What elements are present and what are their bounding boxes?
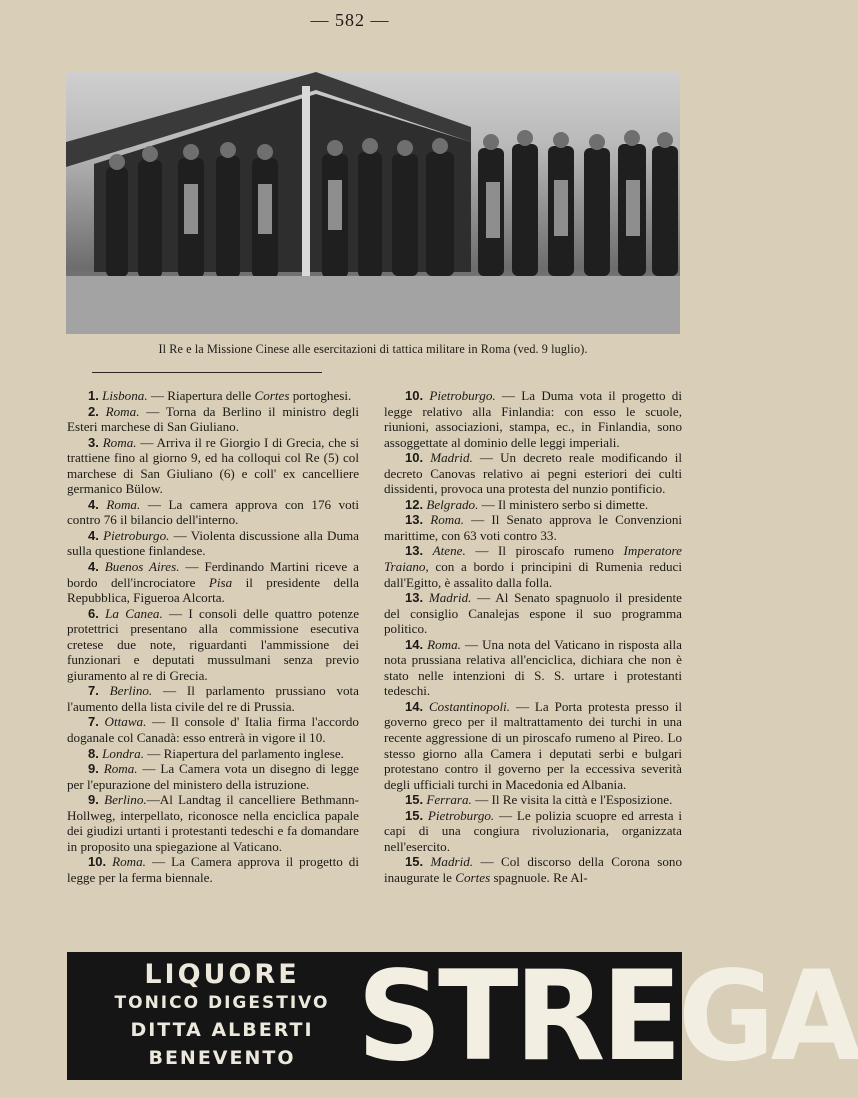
chronicle-entry (67, 404, 359, 435)
entry-day: 7. (88, 714, 99, 730)
chronicle-entry (67, 497, 359, 528)
page-number: — 582 — (310, 10, 390, 30)
chronicle-entry (384, 450, 682, 497)
entry-day: 7. (88, 683, 99, 699)
entry-text: — Un decreto reale modificando il decreto Canovas relativo ai pegni esteriori dei culti dissidenti, provoca una protesta del nunzio pontificio. (384, 450, 682, 497)
strega-advertisement (67, 943, 858, 1089)
entry-day: 15. (405, 807, 424, 823)
chronicle-entry (67, 761, 359, 792)
entry-text: — Riapertura del parlamento inglese. (143, 745, 344, 761)
entry-place: Madrid. (430, 450, 473, 466)
entry-place: Belgrado. (426, 496, 479, 512)
chronicle-entry (384, 854, 682, 885)
ad-brand-strega: STREGA (357, 943, 858, 1089)
entry-place: Ottawa. (104, 714, 147, 730)
entry-text: — La camera approva con 176 voti contro 76 il bilancio dell'interno. (67, 496, 359, 528)
entry-text: — Il parlamento prussiano vota l'aumento della lista civile del re di Prussia. (67, 683, 359, 714)
entry-text: — Al Senato spagnuolo il presidente del consiglio Canalejas espone il suo programma politico. (384, 590, 682, 637)
entry-place: Madrid. (430, 854, 474, 870)
entry-text: — Il ministero serbo si dimette. (478, 496, 649, 512)
entry-day: 9. (88, 792, 99, 808)
chronicle-entry (384, 497, 682, 513)
entry-text: — Una nota del Vaticano in risposta alla nota prussiana relativa all'enciclica, dichiara che non è stato nelle intenzioni di S. S. urtare i protestanti tedeschi. (384, 636, 682, 699)
chronicle-entry (67, 606, 359, 684)
ad-line-tonico: TONICO DIGESTIVO (114, 993, 330, 1013)
entry-place: Roma. (112, 854, 146, 870)
entry-place: Pietroburgo. (429, 388, 496, 403)
entry-place: Roma. (105, 403, 140, 419)
entry-italic-term: Pisa (208, 574, 233, 590)
entry-day: 13. (405, 590, 424, 606)
chronicle-entry (67, 528, 359, 559)
entry-place: Costantinopoli. (428, 698, 511, 714)
entry-day: 14. (405, 698, 424, 714)
ad-line-benevento: BENEVENTO (148, 1047, 296, 1069)
entry-place: Roma. (106, 496, 141, 512)
ad-line-ditta: DITTA ALBERTI (130, 1019, 314, 1041)
entry-place: Roma. (430, 512, 465, 528)
entry-text: — Violenta discussione alla Duma sulla questione finlandese. (67, 527, 359, 559)
ground (66, 276, 680, 334)
chronicle-entry (384, 543, 682, 590)
chronicle-entry (67, 388, 359, 404)
photo-king-chinese-mission (66, 72, 680, 334)
entry-day: 12. (405, 496, 424, 512)
entry-day: 1. (88, 388, 99, 403)
entry-text-tail: spagnuole. Re Al- (490, 869, 588, 885)
entry-text-tail: il presidente della Repubblica, Figueroa Alcorta. (67, 574, 359, 606)
entry-day: 4. (88, 496, 99, 512)
entry-text: — I consoli delle quattro potenze protettrici presentano alla commissione esecutiva cretese due note, riguardanti l'ammissione dei funzionari e deputati mussulmani senza previo giuramento al re di Grecia. (67, 605, 360, 683)
entry-day: 13. (405, 543, 424, 559)
chronicle-entry (67, 792, 359, 854)
entry-day: 10. (405, 450, 424, 466)
chronicle-entry (384, 512, 682, 543)
entry-place: La Canea. (105, 605, 163, 621)
chronicle-entry (384, 590, 682, 637)
chronicle-entry (67, 854, 359, 885)
entry-day: 10. (405, 388, 424, 403)
entry-place: Roma. (102, 434, 137, 450)
entry-place: Pietroburgo. (427, 807, 495, 823)
entry-italic-term: Imperatore Traiano (384, 543, 682, 575)
entry-place: Pietroburgo. (103, 527, 170, 543)
entry-text: — La Camera approva il progetto di legge per la ferma biennale. (67, 854, 359, 885)
entry-day: 2. (88, 403, 99, 419)
entry-place: Londra. (102, 745, 144, 761)
chronicle-left-column (67, 388, 359, 886)
entry-day: 9. (88, 761, 99, 777)
chronicle-entry (384, 792, 682, 808)
ad-line-liquore: LIQUORE (144, 959, 300, 990)
entry-text-tail: , con a bordo i principini di Rumenia reduci dall'Egitto, è assalito dalla folla. (384, 559, 682, 590)
entry-place: Roma. (427, 636, 461, 652)
entry-day: 4. (88, 527, 99, 543)
chronicle-entry (67, 559, 359, 606)
entry-text: — La Porta protesta presso il governo greco per il maltrattamento dei turchi in una recente aggressione di un piroscafo rumeno al Pireo. Lo stesso giorno alla Camera i deputati serbi e bulgari protestano contro il governo per la eccessiva severità degli ufficiali turchi in Macedonia ed Albania. (384, 698, 682, 792)
entry-text: — Il Senato approva le Convenzioni marittime, con 63 voti contro 33. (384, 512, 682, 543)
tent-pole (302, 86, 310, 276)
entry-day: 8. (88, 745, 99, 761)
entry-day: 10. (88, 854, 107, 870)
entry-place: Berlino. (104, 792, 147, 808)
entry-text: — Il piroscafo rumeno (465, 543, 624, 559)
entry-text: — La Duma vota il progetto di legge relativo alla Finlandia: con esso le scuole, riunioni, associazioni, stampa, ec., in Finlandia, sono assoggettate al dominio delle leggi imperiali. (384, 388, 682, 450)
entry-text: — Riapertura delle (147, 388, 255, 403)
entry-text: — Torna da Berlino il ministro degli Esteri marchese di San Giuliano. (67, 403, 359, 435)
entry-italic-term: Cortes (455, 869, 491, 885)
entry-place: Buenos Aires. (104, 559, 180, 575)
entry-day: 15. (405, 854, 424, 870)
entry-text: — Le polizia scuopre ed arresta i capi di una congiura rivoluzionaria, organizzata nell'esercito. (384, 807, 682, 854)
chronicle-entry (67, 683, 359, 714)
section-divider (92, 372, 322, 373)
entry-place: Roma. (103, 761, 138, 777)
entry-place: Madrid. (428, 590, 472, 606)
chronicle-entry (67, 435, 359, 497)
chronicle-entry (384, 808, 682, 855)
entry-text: — Arriva il re Giorgio I di Grecia, che si trattiene fino al giorno 9, ed ha colloqui col Re (5) col marchese di San Giuliano (6) e coll' ex cancelliere germanico Bülow. (67, 434, 359, 497)
entry-day: 14. (405, 636, 424, 652)
entry-italic-term: Cortes (254, 388, 290, 403)
entry-day: 13. (405, 512, 424, 528)
photo-caption: Il Re e la Missione Cinese alle esercitazioni di tattica militare in Roma (ved. 9 luglio). (158, 342, 588, 356)
ad-text-block (77, 960, 367, 1072)
entry-place: Lisbona. (102, 388, 148, 403)
chronicle-entry (384, 388, 682, 450)
entry-day: 3. (88, 434, 99, 450)
entry-day: 6. (88, 605, 99, 621)
chronicle-entry (384, 699, 682, 792)
entry-text: — Col discorso della Corona sono inaugurate le (384, 854, 682, 885)
entry-text: — Il Re visita la città e l'Esposizione. (471, 792, 673, 808)
entry-text: — Il console d' Italia firma l'accordo doganale col Canadà: esso entrerà in vigore il 10. (67, 714, 359, 746)
entry-place: Ferrara. (426, 792, 472, 808)
entry-place: Atene. (432, 543, 466, 559)
entry-place: Berlino. (109, 683, 153, 699)
entry-text: — La Camera vota un disegno di legge per l'epurazione del ministero della istruzione. (67, 761, 359, 792)
chronicle-entry (67, 746, 359, 762)
entry-day: 4. (88, 559, 99, 575)
photo-illustration (66, 72, 680, 334)
chronicle-right-column (384, 388, 682, 886)
chronicle-entry (67, 714, 359, 745)
entry-text-tail: portoghesi. (289, 388, 352, 403)
chronicle-entry (384, 637, 682, 699)
entry-text: — Ferdinando Martini riceve a bordo dell'incrociatore (67, 559, 359, 590)
entry-day: 15. (405, 792, 424, 808)
entry-text: —Al Landtag il cancelliere Bethmann-Hollweg, interpellato, riconosce nella enciclica papale dei giudizi urtanti i protestanti tedeschi e fa domandare in proposito una spiegazione al Vaticano. (67, 792, 360, 854)
